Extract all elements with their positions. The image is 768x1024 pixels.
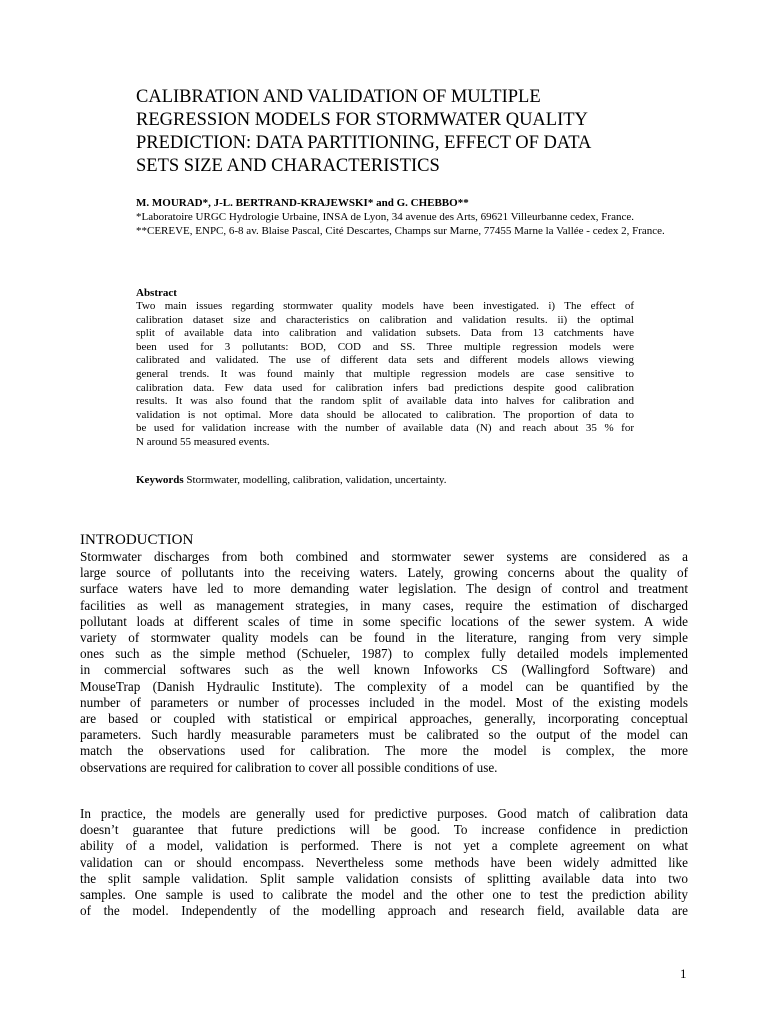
author-names: M. MOURAD*, J-L. BERTRAND-KRAJEWSKI* and G. CHEBBO** bbox=[136, 197, 469, 209]
paper-title bbox=[136, 86, 696, 178]
abstract-line: validation is not optimal. More data should be allocated to calibration. The proportion of data to bbox=[136, 408, 634, 421]
keywords-label: Keywords bbox=[136, 474, 184, 486]
title-line: SETS SIZE AND CHARACTERISTICS bbox=[136, 156, 440, 176]
page-number: 1 bbox=[680, 966, 687, 981]
affiliation-1: *Laboratoire URGC Hydrologie Urbaine, INSA de Lyon, 34 avenue des Arts, 69621 Villeurbanne cedex, France. bbox=[136, 211, 634, 223]
paragraph-line: MouseTrap (Danish Hydraulic Institute). The complexity of a model can be quantified by the bbox=[80, 678, 688, 694]
paragraph-line: ones such as the simple method (Schueler, 1987) to complex fully detailed models implemented bbox=[80, 646, 688, 662]
paragraph-line: Stormwater discharges from both combined and stormwater sewer systems are considered as a bbox=[80, 549, 688, 564]
paragraph-line: ability of a model, validation is performed. There is not yet a complete agreement on what bbox=[80, 838, 688, 854]
section-heading-introduction: INTRODUCTION bbox=[80, 532, 194, 548]
abstract-line: be used for validation increase with the number of available data (N) and reach about 35 % for bbox=[136, 422, 634, 435]
abstract-line: calibration dataset size and characteristics on calibration and validation results. ii) the optimal bbox=[136, 313, 634, 326]
title-line: PREDICTION: DATA PARTITIONING, EFFECT OF DATA bbox=[136, 133, 592, 153]
paragraph-line: large source of pollutants into the receiving waters. Lately, growing concerns about the quality of bbox=[80, 565, 688, 581]
abstract-heading: Abstract bbox=[136, 287, 177, 299]
paragraph-line: facilities as well as management strategies, in many cases, require the estimation of discharged bbox=[80, 597, 688, 613]
abstract-line: split of available data into calibration and validation subsets. Data from 13 catchments have bbox=[136, 327, 634, 340]
paragraph-line: samples. One sample is used to calibrate the model and the other one to test the prediction ability bbox=[80, 887, 688, 903]
keywords-text: Stormwater, modelling, calibration, validation, uncertainty. bbox=[186, 474, 447, 486]
paragraph-line: surface waters have led to more demanding water legislation. The design of control and treatment bbox=[80, 581, 688, 597]
abstract-line: been used for 3 pollutants: BOD, COD and SS. Three multiple regression models were bbox=[136, 340, 634, 353]
paragraph-line: in commercial softwares such as the well known Infoworks CS (Wallingford Software) and bbox=[80, 662, 688, 678]
abstract-line: results. It was also found that the random split of available data into halves for calibration and bbox=[136, 395, 634, 408]
paragraph-line: doesn’t guarantee that future predictions will be good. To increase confidence in prediction bbox=[80, 822, 688, 838]
title-line: REGRESSION MODELS FOR STORMWATER QUALITY bbox=[136, 110, 588, 130]
abstract-line: calibrated and validated. The use of different data sets and different models allows viewing bbox=[136, 354, 634, 367]
paragraph-line: the split sample validation. Split sample validation consists of splitting available data into two bbox=[80, 870, 688, 886]
paragraph-line: number of parameters or number of processes included in the model. Most of the existing models bbox=[80, 694, 688, 710]
paragraph-line: are based or coupled with statistical or empirical approaches, generally, incorporating conceptual bbox=[80, 711, 688, 727]
paragraph-line: observations are required for calibration to cover all possible conditions of use. bbox=[80, 759, 498, 775]
paragraph-line: validation can or should encompass. Nevertheless some methods have been widely admitted like bbox=[80, 854, 688, 870]
abstract-line: calibration data. Few data used for calibration infers bad predictions despite good calibration bbox=[136, 381, 634, 394]
abstract-line: N around 55 measured events. bbox=[136, 435, 270, 448]
paragraph-line: of the model. Independently of the modelling approach and research field, available data are bbox=[80, 903, 688, 919]
paragraph-line: pollutant loads at different scales of time in some specific locations of the sewer system. A wide bbox=[80, 613, 688, 629]
abstract-line: general trends. It was found mainly that multiple regression models are case sensitive to bbox=[136, 367, 634, 380]
affiliation-2: **CEREVE, ENPC, 6-8 av. Blaise Pascal, Cité Descartes, Champs sur Marne, 77455 Marne la Vallée - cedex 2, France. bbox=[136, 225, 665, 237]
paragraph-line: variety of stormwater quality models can be found in the literature, ranging from very simple bbox=[80, 630, 688, 646]
paragraph-line: parameters. Such hardly measurable parameters must be calibrated so the output of the model can bbox=[80, 727, 688, 743]
intro-paragraph-1 bbox=[80, 549, 688, 776]
abstract-line: Two main issues regarding stormwater quality models have been investigated. i) The effect of bbox=[136, 300, 634, 312]
intro-paragraph-2 bbox=[80, 806, 688, 919]
paragraph-line: match the observations used for calibration. The more the model is complex, the more bbox=[80, 743, 688, 759]
paragraph-line: In practice, the models are generally used for predictive purposes. Good match of calibration data bbox=[80, 806, 688, 821]
abstract-body bbox=[136, 300, 634, 450]
title-line: CALIBRATION AND VALIDATION OF MULTIPLE bbox=[136, 87, 541, 107]
author-block bbox=[136, 196, 696, 238]
keywords bbox=[136, 473, 446, 487]
